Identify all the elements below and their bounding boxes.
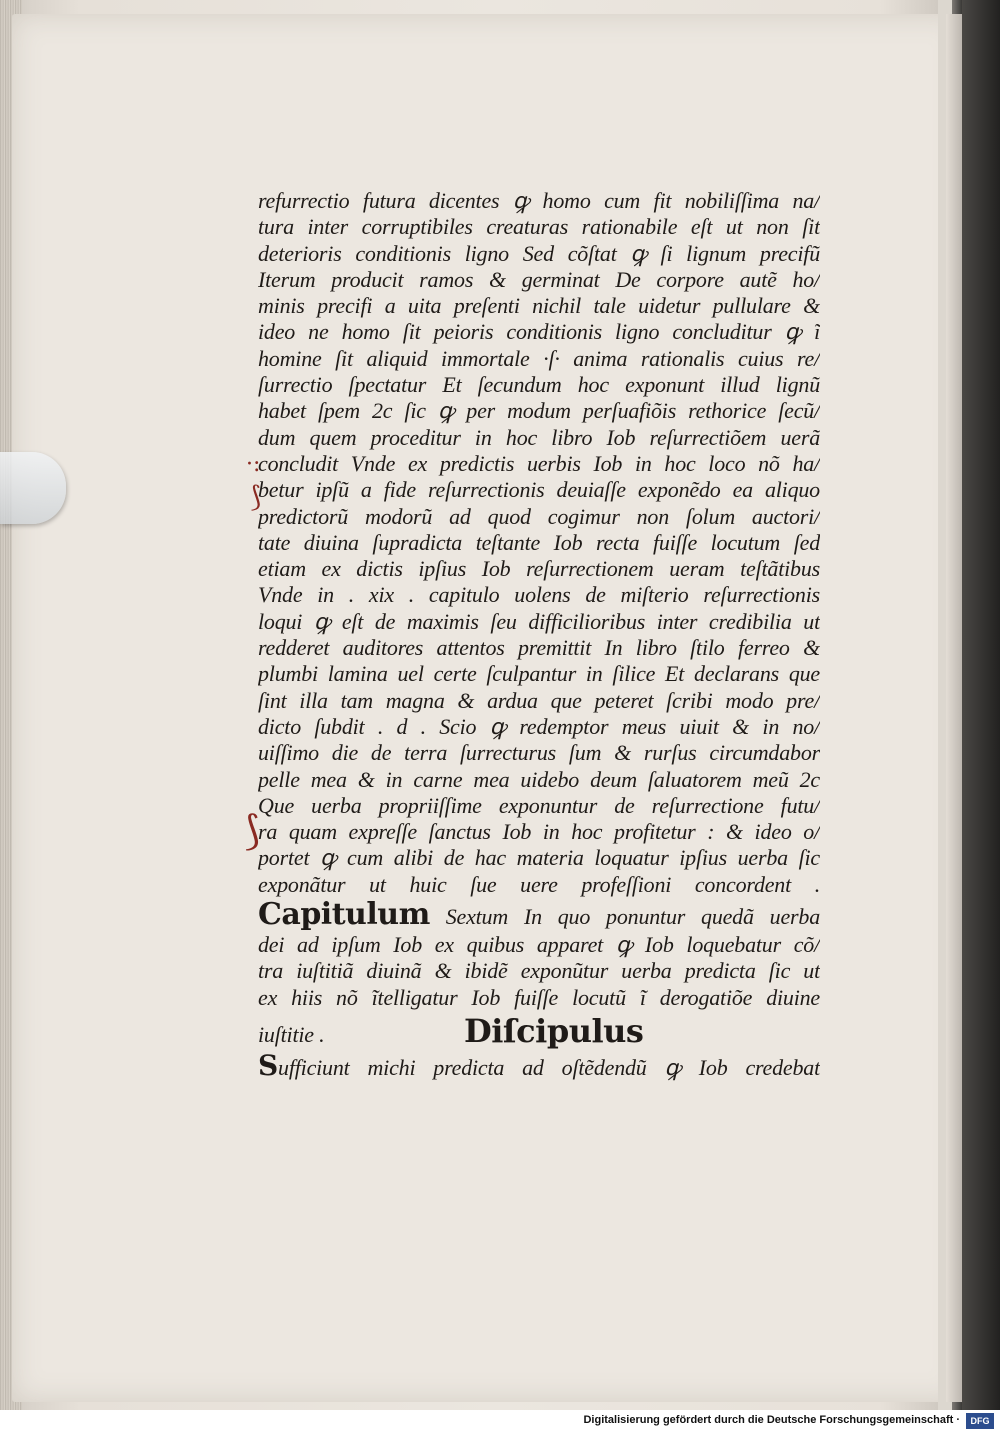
text-line: ideo ne homo ſit peioris conditionis ligno concluditur ꝙ ĩ [258,319,820,345]
discipulus-first-line [258,1051,820,1081]
text-line: habet ſpem 2c ſic ꝙ per modum perſuafiõis rethorice ſecũ/ [258,398,820,424]
text-line: ra quam expreſſe ſanctus Iob in hoc profitetur : & ideo o/ [258,819,820,845]
text-line: dicto ſubdit . d . Scio ꝙ redemptor meus uiuit & in no/ [258,713,820,739]
dfg-logo: DFG [966,1413,994,1429]
discipulus-line-rest: ufficiunt michi predicta ad oſtẽdendũ ꝙ Iob credebat [278,1054,820,1080]
chapter-heading-word: Capitulum [258,898,430,933]
text-line: homine ſit aliquid immortale ·ſ· anima rationalis cuius re/ [258,345,820,371]
text-line: tate diuina ſupradicta teſtante Iob recta fuiſſe locutum ſed [258,529,820,555]
text-line: portet ꝙ cum alibi de hac materia loquatur ipſius uerba ſic [258,845,820,871]
margin-mark-3: ⟆ [244,808,260,854]
text-line: concludit Vnde ex predictis uerbis Iob in hoc loco nõ ha/ [258,450,820,476]
margin-mark-2: ⟆ [250,480,261,513]
text-line: loqui ꝙ eſt de maximis ſeu difficilioribus inter credibilia ut [258,608,820,634]
chapter-line: ex hiis nõ ĩtelligatur Iob fuiſſe locutũ ĩ derogatiõe diuine [258,984,820,1010]
chapter-line: dei ad ipſum Iob ex quibus apparet ꝙ Iob loquebatur cõ/ [258,932,820,958]
text-line: exponãtur ut huic ſue uere profeſſioni concordent . [258,871,820,897]
text-line: Iterum producit ramos & germinat De corpore autẽ ho/ [258,266,820,292]
text-line: redderet auditores attentos premittit In libro ſtilo ferreo & [258,635,820,661]
text-line: uiſſimo die de terra ſurrecturus ſum & rurſus circumdabor [258,740,820,766]
text-line: refurrectio futura dicentes ꝙ homo cum fit nobiliſſima na/ [258,188,820,213]
footer-bar [0,1410,1000,1433]
chapter-heading-rest: Sextum In quo ponuntur quedã uerba [445,904,820,930]
page-text [258,188,820,1081]
margin-mark-1: ·: [246,452,261,477]
text-line: ſurrectio ſpectatur Et ſecundum hoc exponunt illud lignũ [258,372,820,398]
text-line: pelle mea & in carne mea uidebo deum ſaluatorem meũ 2c [258,766,820,792]
text-line: predictorũ modorũ ad quod cogimur non ſolum auctori/ [258,503,820,529]
funding-credit: Digitalisierung gefördert durch die Deutsche Forschungsgemeinschaft · [583,1414,960,1426]
text-line: dum quem proceditur in hoc libro Iob reſurrectiõem uerã [258,424,820,450]
discipulus-heading: Diſcipulus [464,1011,644,1050]
page-clamp [0,452,66,524]
dark-gutter [962,0,1000,1410]
text-line: Vnde in . xix . capitulo uolens de miſterio reſurrectionis [258,582,820,608]
text-line: plumbi lamina uel certe ſculpantur in ſilice Et declarans que [258,661,820,687]
chapter-last-line: iuſtitie . [258,1021,325,1047]
text-line: tura inter corruptibiles creaturas rationabile eſt ut non ſit [258,214,820,240]
text-line: betur ipſũ a fide reſurrectionis deuiaſſe exponẽdo ea aliquo [258,477,820,503]
text-line: etiam ex dictis ipſius Iob reſurrectionem ueram teſtãtibus [258,556,820,582]
chapter-line: tra iuſtitiã diuinã & ibidẽ exponũtur uerba predicta ſic ut [258,958,820,984]
text-line: ſint illa tam magna & ardua que peteret ſcribi modo pre/ [258,687,820,713]
initial-letter: S [258,1050,279,1081]
discipulus-row [258,1011,820,1051]
chapter-heading-line [258,898,820,932]
text-line: minis precifi a uita preſenti nichil tale uidetur pullulare & [258,293,820,319]
text-line: deterioris conditionis ligno Sed cõſtat ꝙ ſi lignum precifũ [258,240,820,266]
text-line: Que uerba propriiſſime exponuntur de reſurrectione futu/ [258,792,820,818]
page-edge-right [946,14,962,1402]
